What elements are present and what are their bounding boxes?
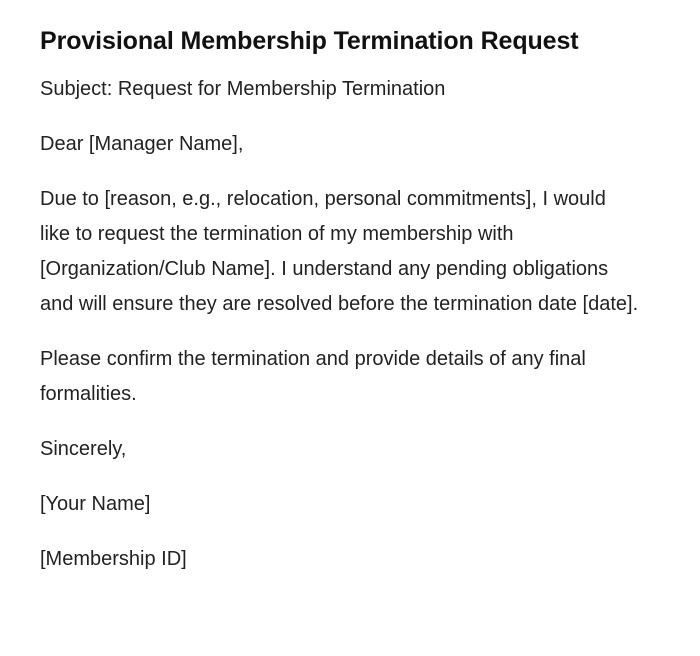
salutation: Dear [Manager Name], <box>40 133 244 155</box>
document-title: Provisional Membership Termination Request <box>40 27 579 55</box>
membership-id: [Membership ID] <box>40 548 187 570</box>
signature-name: [Your Name] <box>40 493 151 515</box>
body-paragraph-1: Due to [reason, e.g., relocation, personal commitments], I would like to request the termination of my membership with [Organization/Club Name]. I understand any pending obligations and will ensure they are resolved before the termination date [date]. <box>40 188 639 315</box>
subject-line: Subject: Request for Membership Termination <box>40 78 446 100</box>
closing: Sincerely, <box>40 438 127 460</box>
body-paragraph-2: Please confirm the termination and provide details of any final formalities. <box>40 348 586 405</box>
